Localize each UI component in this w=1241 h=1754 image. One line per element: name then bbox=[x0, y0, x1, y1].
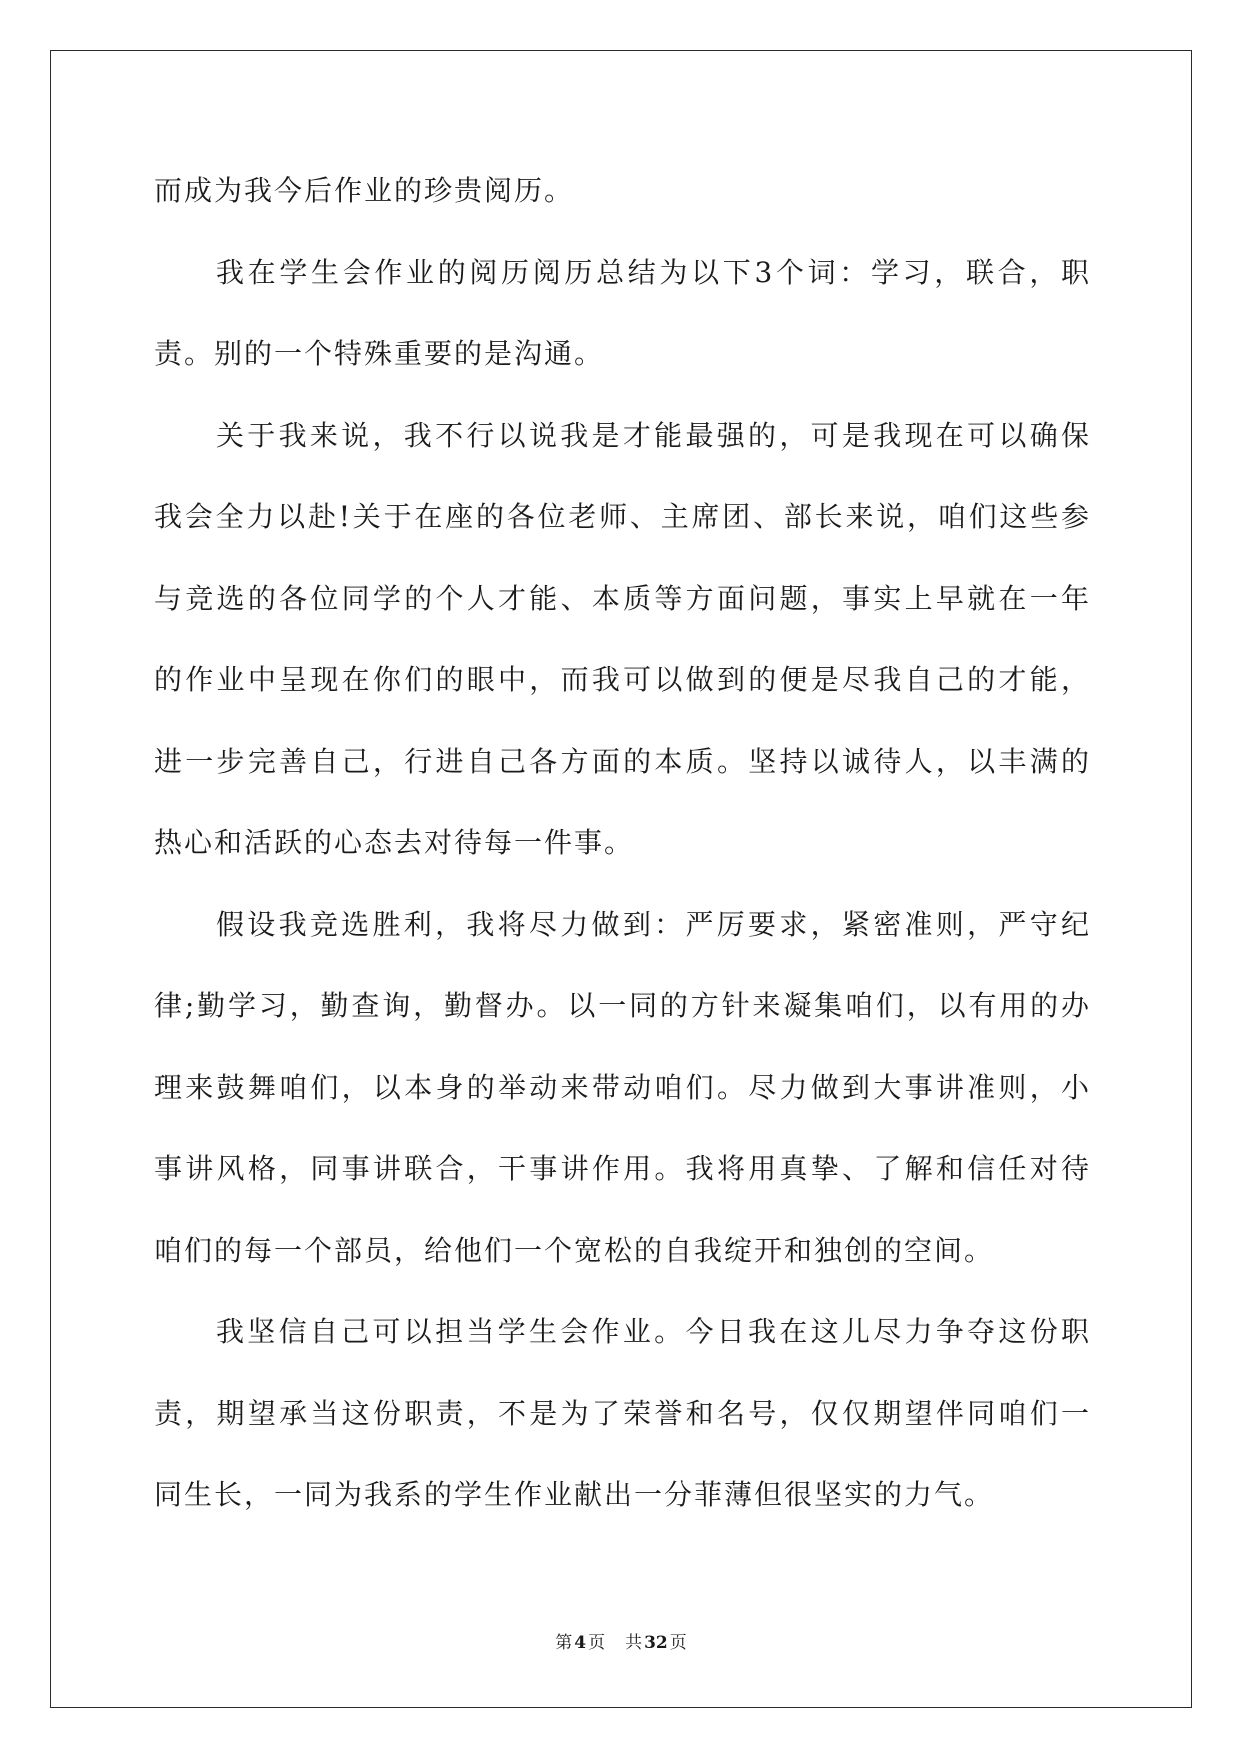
body-text bbox=[154, 150, 1091, 1536]
body-text-line: 假设我竞选胜利，我将尽力做到：严厉要求，紧密准则，严守纪 bbox=[216, 907, 1091, 941]
body-text-line: 进一步完善自己，行进自己各方面的本质。坚持以诚待人，以丰满的 bbox=[154, 744, 1091, 778]
body-text-line: 的作业中呈现在你们的眼中，而我可以做到的便是尽我自己的才能， bbox=[154, 663, 1091, 696]
page-number: 4 bbox=[574, 1633, 587, 1653]
body-text-line: 理来鼓舞咱们，以本身的举动来带动咱们。尽力做到大事讲准则，小 bbox=[154, 1070, 1091, 1104]
body-text-line: 同生长，一同为我系的学生作业献出一分菲薄但很坚实的力气。 bbox=[154, 1478, 995, 1511]
body-text-line: 热心和活跃的心态去对待每一件事。 bbox=[154, 826, 635, 859]
page-total-suffix: 页 bbox=[669, 1633, 687, 1653]
paragraph bbox=[154, 1291, 1091, 1536]
body-text-line: 我坚信自己可以担当学生会作业。今日我在这儿尽力争夺这份职 bbox=[216, 1315, 1091, 1348]
paragraph bbox=[154, 150, 1091, 232]
body-text-line: 咱们的每一个部员，给他们一个宽松的自我绽开和独创的空间。 bbox=[154, 1233, 995, 1267]
body-text-line: 律;勤学习，勤查询，勤督办。以一同的方针来凝集咱们，以有用的办 bbox=[154, 989, 1091, 1022]
body-text-line: 关于我来说，我不行以说我是才能最强的，可是我现在可以确保 bbox=[216, 418, 1091, 452]
paragraph bbox=[154, 395, 1091, 884]
body-text-line: 责，期望承当这份职责，不是为了荣誉和名号，仅仅期望伴同咱们一 bbox=[154, 1396, 1091, 1430]
paragraph bbox=[154, 232, 1091, 395]
page-number-prefix: 第 bbox=[555, 1633, 573, 1653]
page-total-prefix: 共 bbox=[625, 1633, 643, 1653]
body-text-line: 事讲风格，同事讲联合，干事讲作用。我将用真挚、了解和信任对待 bbox=[154, 1152, 1091, 1185]
page-footer bbox=[50, 1630, 1192, 1656]
page-number-suffix: 页 bbox=[588, 1633, 606, 1653]
body-text-line: 与竞选的各位同学的个人才能、本质等方面问题，事实上早就在一年 bbox=[154, 581, 1091, 615]
body-text-line: 而成为我今后作业的珍贵阅历。 bbox=[154, 174, 575, 207]
paragraph bbox=[154, 884, 1091, 1292]
page-total: 32 bbox=[644, 1633, 668, 1653]
body-text-line: 我会全力以赴!关于在座的各位老师、主席团、部长来说，咱们这些参 bbox=[154, 500, 1091, 533]
body-text-line: 我在学生会作业的阅历阅历总结为以下3个词：学习，联合，职 bbox=[216, 255, 1091, 289]
body-text-line: 责。别的一个特殊重要的是沟通。 bbox=[154, 337, 605, 370]
